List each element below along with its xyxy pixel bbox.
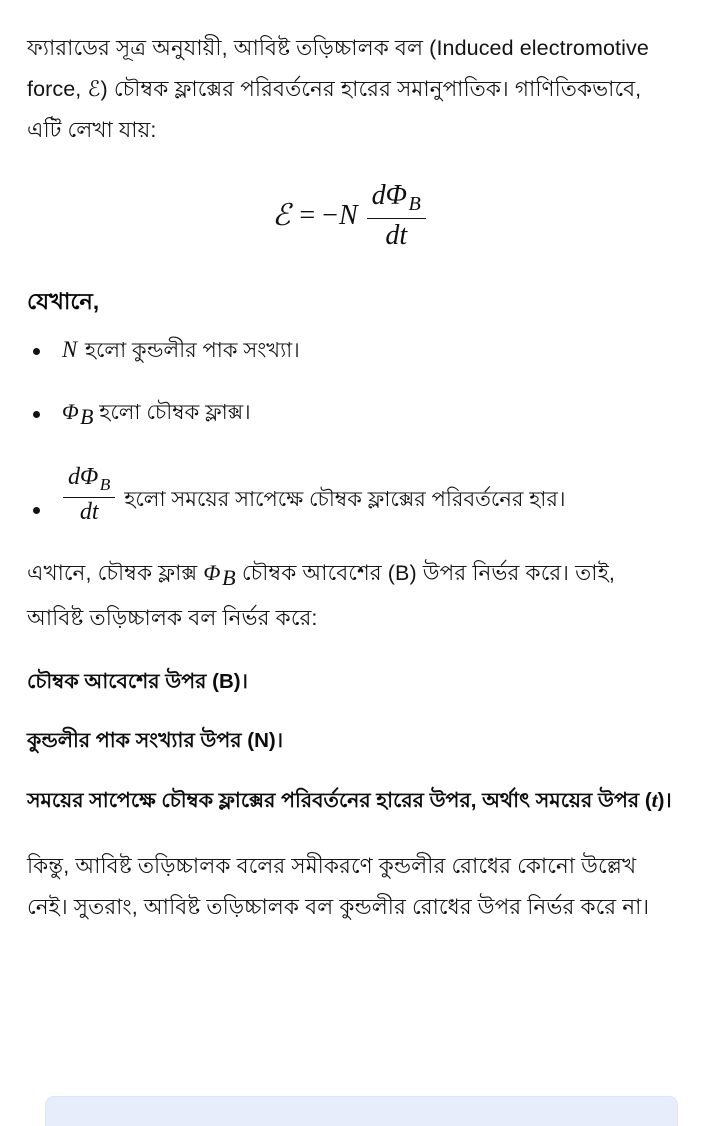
numerator-symbol: dΦ bbox=[371, 179, 407, 211]
intro-paragraph: ফ্যারাডের সূত্র অনুযায়ী, আবিষ্ট তড়িচ্চালক বল (Induced electromotive force, ℰ) চৌম্বক ফ্লাক্সের পরিবর্তনের হারের সমানুপাতিক। গাণিতিকভাবে, এটি লেখা যায়: bbox=[27, 36, 649, 142]
list-item bbox=[27, 392, 672, 438]
bullet-fraction-denominator: dt bbox=[79, 498, 99, 525]
formula-minus-sign: − bbox=[322, 200, 338, 231]
formula-fraction-numerator bbox=[367, 181, 426, 219]
formula-fraction bbox=[367, 181, 426, 252]
dependency-time-after: )। bbox=[657, 788, 672, 812]
dependency-statements bbox=[27, 663, 672, 820]
bottom-card-peek[interactable] bbox=[45, 1096, 678, 1126]
bullet-text-N: হলো কুন্ডলীর পাক সংখ্যা। bbox=[79, 339, 300, 362]
explanation-paragraph bbox=[27, 552, 672, 639]
bullet-fraction-numerator bbox=[63, 465, 115, 497]
explanation-lead-before: এখানে, চৌম্বক ফ্লাক্স bbox=[27, 560, 204, 585]
dependency-statement-magnetic-induction: চৌম্বক আবেশের উপর (B)। bbox=[27, 669, 248, 693]
bullet-symbol-N: N bbox=[62, 337, 78, 362]
dependency-statement-number-of-turns: কুন্ডলীর পাক সংখ্যার উপর (N)। bbox=[27, 728, 284, 752]
list-item bbox=[27, 329, 672, 371]
bullet-text-rate: হলো সময়ের সাপেক্ষে চৌম্বক ফ্লাক্সের পরিবর্তনের হার। bbox=[124, 488, 566, 512]
formula-turns-coefficient: N bbox=[338, 200, 358, 231]
dependency-statement-time bbox=[27, 781, 672, 820]
where-heading: যেখানে, bbox=[27, 289, 100, 314]
bullet-rate-row bbox=[62, 459, 672, 525]
bullet-symbol-phi-subscript: B bbox=[80, 405, 94, 430]
bullet-numerator-subscript: B bbox=[99, 474, 111, 494]
bullet-fraction-dphi-dt bbox=[63, 465, 115, 525]
conclusion-paragraph: কিন্তু, আবিষ্ট তড়িচ্চালক বলের সমীকরণে কুন্ডলীর রোধের কোনো উল্লেখ নেই। সুতরাং, আবিষ্ট তড়িচ্চালক বল কুন্ডলীর রোধের উপর নির্ভর করে না। bbox=[27, 853, 650, 919]
explanation-symbol-phi-subscript: B bbox=[222, 564, 236, 590]
numerator-subscript: B bbox=[408, 193, 421, 216]
explanation-symbol-phi: Φ bbox=[203, 559, 221, 585]
formula-expression bbox=[272, 181, 427, 252]
definition-list bbox=[27, 329, 672, 526]
formula-equals-sign: = bbox=[299, 200, 316, 231]
dependency-time-symbol: t bbox=[651, 787, 658, 812]
bullet-numerator-symbol: dΦ bbox=[68, 464, 99, 491]
dependency-time-before: সময়ের সাপেক্ষে চৌম্বক ফ্লাক্সের পরিবর্তনের হারের উপর, অর্থাৎ সময়ের উপর ( bbox=[27, 788, 652, 812]
list-item bbox=[27, 459, 672, 525]
bullet-text-phi: হলো চৌম্বক ফ্লাক্স। bbox=[93, 401, 251, 424]
bullet-symbol-phi: Φ bbox=[62, 400, 79, 424]
explanation-lead-after: চৌম্বক আবেশের (B) উপর নির্ভর করে। তাই, আবিষ্ট তড়িচ্চালক বল নির্ভর করে: bbox=[27, 560, 615, 630]
formula-lhs-emf: ℰ bbox=[272, 199, 291, 232]
formula-fraction-denominator: dt bbox=[385, 220, 408, 252]
display-formula bbox=[27, 177, 672, 255]
